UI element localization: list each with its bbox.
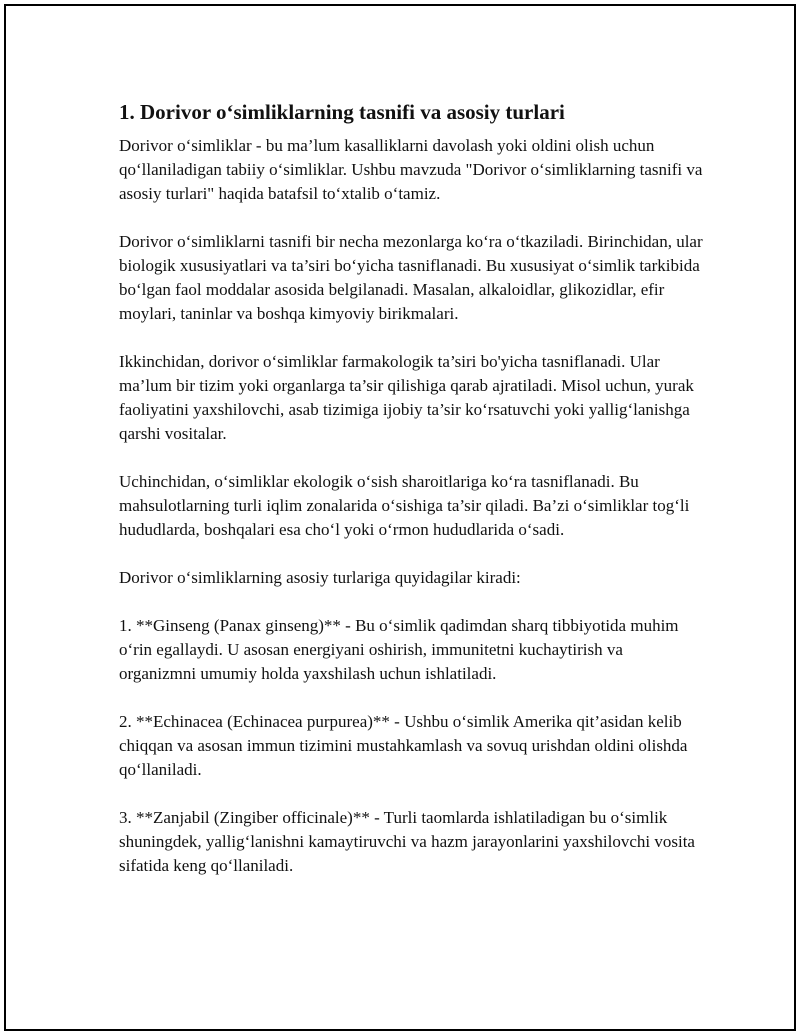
- paragraph-intro: Dorivor o‘simliklar - bu ma’lum kasalliklarni davolash yoki oldini olish uchun qo‘llaniladigan tabiiy o‘simliklar. Ushbu mavzuda "Dorivor o‘simliklarning tasnifi va asosiy turlari" haqida batafsil to‘xtalib o‘tamiz.: [119, 136, 703, 203]
- paragraph-classification-pharmacological: Ikkinchidan, dorivor o‘simliklar farmakologik ta’siri bo'yicha tasniflanadi. Ular ma’lum bir tizim yoki organlarga ta’sir qilishiga qarab ajratiladi. Misol uchun, yurak faoliyatini yaxshilovchi, asab tizimiga ijobiy ta’sir ko‘rsatuvchi yoki yallig‘lanishga qarshi vositalar.: [119, 352, 694, 443]
- list-item-ginseng: 1. **Ginseng (Panax ginseng)** - Bu o‘simlik qadimdan sharq tibbiyotida muhim o‘rin egallaydi. U asosan energiyani oshirish, immunitetni kuchaytirish va organizmni umumiy holda yaxshilash uchun ishlatiladi.: [119, 616, 679, 683]
- list-item-echinacea: 2. **Echinacea (Echinacea purpurea)** - Ushbu o‘simlik Amerika qit’asidan kelib chiqqan va asosan immun tizimini mustahkamlash va sovuq urishdan oldini olishda qo‘llaniladi.: [119, 712, 688, 779]
- page-title: 1. Dorivor o‘simliklarning tasnifi va asosiy turlari: [119, 100, 565, 124]
- paragraph-classification-ecological: Uchinchidan, o‘simliklar ekologik o‘sish sharoitlariga ko‘ra tasniflanadi. Bu mahsulotlarning turli iqlim zonalarida o‘sishiga ta’sir qiladi. Ba’zi o‘simliklar tog‘li hududlarda, boshqalari esa cho‘l yoki o‘rmon hududlarida o‘sadi.: [119, 472, 690, 539]
- document-content: [119, 99, 704, 878]
- list-item-zanjabil: 3. **Zanjabil (Zingiber officinale)** - Turli taomlarda ishlatiladigan bu o‘simlik shuningdek, yallig‘lanishni kamaytiruvchi va hazm jarayonlarini yaxshilovchi vosita sifatida keng qo‘llaniladi.: [119, 808, 695, 875]
- paragraph-main-types-intro: Dorivor o‘simliklarning asosiy turlariga quyidagilar kiradi:: [119, 568, 521, 587]
- page-frame: [4, 4, 796, 1031]
- paragraph-classification-biological: Dorivor o‘simliklarni tasnifi bir necha mezonlarga ko‘ra o‘tkaziladi. Birinchidan, ular biologik xususiyatlari va ta’siri bo‘yicha tasniflanadi. Bu xususiyat o‘simlik tarkibida bo‘lgan faol moddalar asosida belgilanadi. Masalan, alkaloidlar, glikozidlar, efir moylari, taninlar va boshqa kimyoviy birikmalari.: [119, 232, 703, 323]
